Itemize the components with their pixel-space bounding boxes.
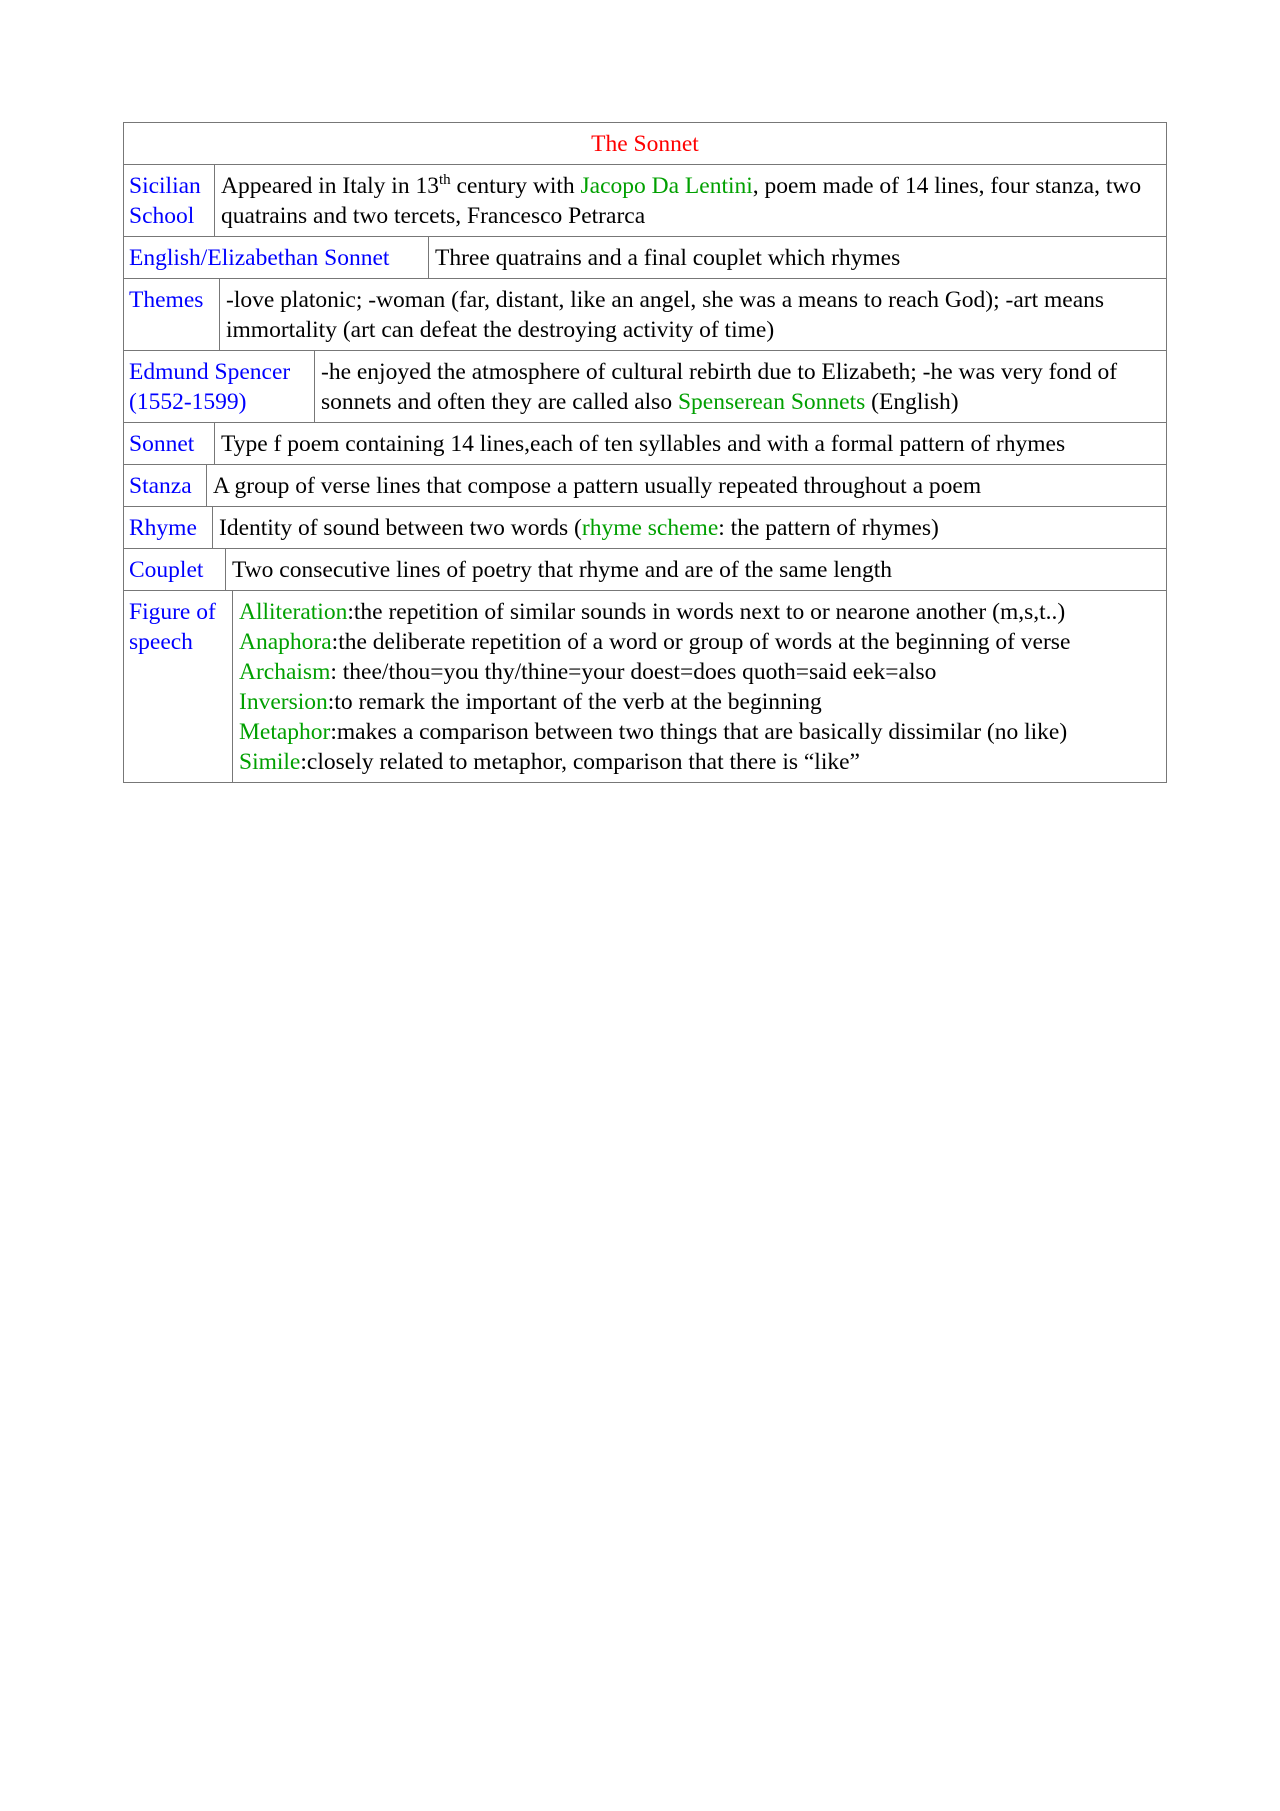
def-sonnet: Type f poem containing 14 lines,each of ten syllables and with a formal pattern of rhymes (221, 431, 1066, 457)
term-sonnet: Sonnet (124, 423, 215, 464)
title-row (124, 123, 1166, 164)
figure-name: Inversion (239, 689, 328, 715)
row-sicilian-school (124, 164, 1166, 236)
table-title: The Sonnet (591, 131, 699, 157)
row-rhyme (124, 506, 1166, 548)
def-themes: -love platonic; -woman (far, distant, like an angel, she was a means to reach God); -art means immortality (art can defeat the destroying activity of time) (226, 287, 1105, 343)
figure-name: Archaism (239, 659, 331, 685)
highlight-term: Spenserean Sonnets (677, 389, 866, 415)
term-line: speech (129, 629, 193, 655)
row-edmund-spencer (124, 350, 1166, 422)
figure-name: Alliteration (239, 599, 348, 625)
def-text: : the pattern of rhymes) (718, 515, 939, 541)
def-figure-of-speech (233, 591, 1166, 782)
row-themes (124, 278, 1166, 350)
figure-item-alliteration (239, 597, 1160, 627)
superscript: th (438, 172, 451, 189)
def-rhyme (213, 507, 1166, 548)
term-stanza: Stanza (124, 465, 207, 506)
highlight-term: Jacopo Da Lentini (580, 173, 753, 199)
highlight-term: rhyme scheme (581, 515, 719, 541)
term-themes: Themes (124, 279, 220, 350)
term-figure-of-speech (124, 591, 233, 782)
term-line: Edmund Spencer (129, 359, 291, 385)
term-line: School (129, 203, 195, 229)
figure-item-archaism (239, 657, 1160, 687)
def-english-sonnet: Three quatrains and a final couplet which rhymes (435, 245, 901, 271)
figure-desc: :the deliberate repetition of a word or group of words at the beginning of verse (331, 629, 1071, 655)
term-rhyme: Rhyme (124, 507, 213, 548)
figure-item-inversion (239, 687, 1160, 717)
figure-name: Metaphor (239, 719, 331, 745)
term-line: (1552-1599) (129, 389, 247, 415)
term-english-sonnet: English/Elizabethan Sonnet (124, 237, 429, 278)
def-text: , poem made of 14 lines, four stanza, two quatrains and two tercets, Francesco Petrarca (221, 173, 1142, 229)
def-sicilian-school (215, 165, 1166, 236)
figure-name: Simile (239, 749, 301, 775)
figure-item-metaphor (239, 717, 1160, 747)
row-sonnet (124, 422, 1166, 464)
figure-desc: :the repetition of similar sounds in words next to or nearone another (m,s,t..) (347, 599, 1066, 625)
def-text: Identity of sound between two words ( (219, 515, 582, 541)
sonnet-table (123, 122, 1167, 783)
figure-desc: :closely related to metaphor, comparison that there is “like” (300, 749, 860, 775)
row-stanza (124, 464, 1166, 506)
figure-desc: :makes a comparison between two things that are basically dissimilar (no like) (330, 719, 1068, 745)
term-sicilian-school (124, 165, 215, 236)
figure-desc: : thee/thou=you thy/thine=your doest=does quoth=said eek=also (330, 659, 937, 685)
figure-name: Anaphora (239, 629, 332, 655)
figure-desc: :to remark the important of the verb at the beginning (327, 689, 822, 715)
def-couplet: Two consecutive lines of poetry that rhyme and are of the same length (232, 557, 893, 583)
row-english-sonnet (124, 236, 1166, 278)
figure-item-simile (239, 747, 1160, 777)
term-line: Figure of (129, 599, 216, 625)
def-text: century with (450, 173, 581, 199)
def-text: -he enjoyed the atmosphere of cultural rebirth due to Elizabeth; -he was very fond of sonnets and often they are called also (321, 359, 1118, 415)
term-line: Sicilian (129, 173, 201, 199)
term-edmund-spencer (124, 351, 315, 422)
def-edmund-spencer (315, 351, 1166, 422)
row-figure-of-speech (124, 590, 1166, 782)
row-couplet (124, 548, 1166, 590)
term-couplet: Couplet (124, 549, 226, 590)
def-text: (English) (865, 389, 959, 415)
def-text: Appeared in Italy in 13 (221, 173, 439, 199)
figure-item-anaphora (239, 627, 1160, 657)
def-stanza: A group of verse lines that compose a pattern usually repeated throughout a poem (213, 473, 982, 499)
